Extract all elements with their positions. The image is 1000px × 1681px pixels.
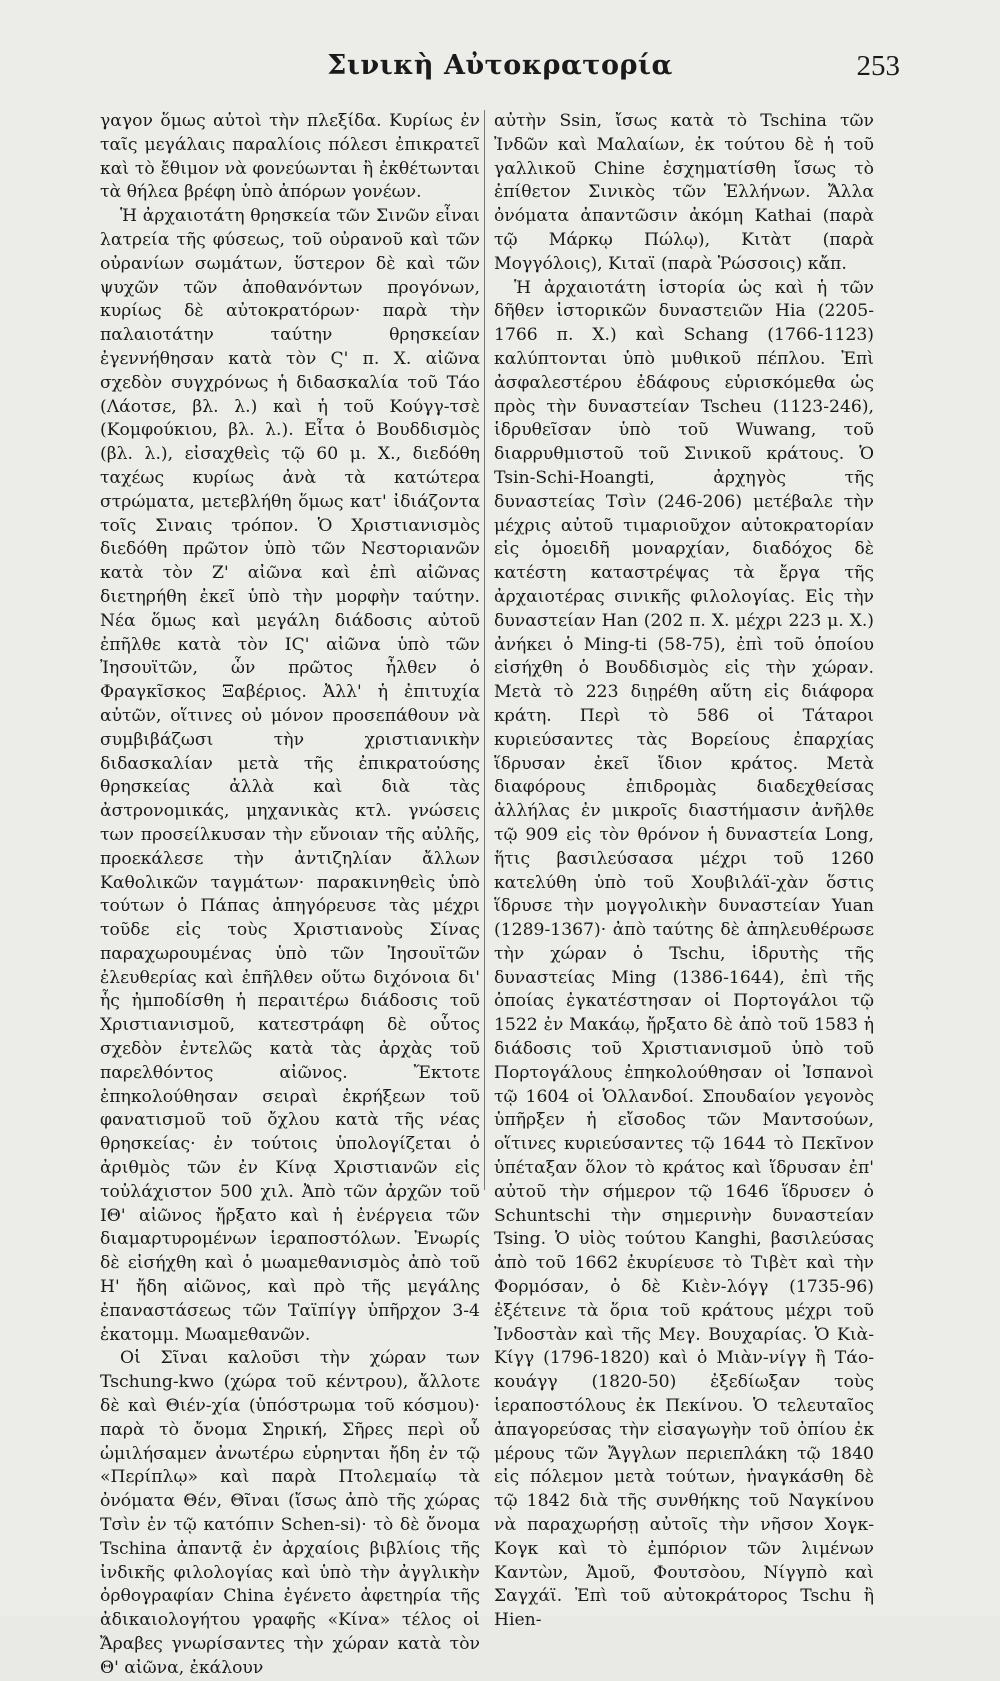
paragraph: Οἱ Σῖναι καλοῦσι τὴν χώραν των Tschung-kwo (χώρα τοῦ κέντρου), ἄλλοτε δὲ καὶ Θιέν-χία (ὑπόστρωμα τοῦ κόσμου)· παρὰ τὸ ὄνομα Σηρική, Σῆρες περὶ οὗ ὡμιλήσαμεν ἀνωτέρω εὑρηνται ἤδη ἐν τῷ «Περίπλῳ» καὶ παρὰ Πτολεμαίῳ τὰ ὀνόματα Θέν, Θῖναι (ἴσως ἀπὸ τῆς χώρας Τσὶν ἐν τῷ κατόπιν Schen-si)· τὸ δὲ ὄνομα Tschina ἀπαντᾷ ἐν ἀρχαίοις βιβλίοις τῆς ἰνδικῆς φιλολογίας καὶ ὑπὸ τὴν ἀγγλικὴν ὀρθογραφίαν China ἐγένετο ἀφετηρία τῆς ἀδικαιολογήτου γραφῆς «Κίνα» τέλος οἱ Ἄραβες γνωρίσαντες τὴν χώραν κατὰ τὸν Θ' αἰῶνα, ἐκάλουν [100, 1348, 480, 1678]
paragraph: Ἡ ἀρχαιοτάτη θρησκεία τῶν Σινῶν εἶναι λατρεία τῆς φύσεως, τοῦ οὐρανοῦ καὶ τῶν οὐρανίων σωμάτων, ὕστερον δὲ καὶ τῶν ψυχῶν τῶν ἀποθανόντων προγόνων, κυρίως δὲ αὐτοκρατόρων· παρὰ τὴν παλαιοτάτην ταύτην θρησκείαν ἐγεννήθησαν κατὰ τὸν Ϛ' π. Χ. αἰῶνα σχεδὸν συγχρόνως ἡ διδασκαλία τοῦ Τάο (Λάοτσε, βλ. λ.) καὶ ἡ τοῦ Κούγγ-τσὲ (Κομφούκιου, βλ. λ.). Εἶτα ὁ Βουδδισμὸς (βλ. λ.), εἰσαχθεὶς τῷ 60 μ. Χ., διεδόθη ταχέως κυρίως ἀνὰ τὰ κατώτερα στρώματα, μετεβλήθη ὅμως κατ' ἰδιάζοντα τοῖς Σιναις τρόπον. Ὁ Χριστιανισμὸς διεδόθη πρῶτον ὑπὸ τῶν Νεστοριανῶν κατὰ τὸν Ζ' αἰῶνα καὶ ἐπὶ αἰῶνας διετηρήθη ἐκεῖ ὑπὸ τὴν μορφὴν ταύτην. Νέα ὅμως καὶ μεγάλη διάδοσις αὐτοῦ ἐπῆλθε κατὰ τὸν ΙϚ' αἰῶνα ὑπὸ τῶν Ἰησουϊτῶν, ὧν πρῶτος ἦλθεν ὁ Φραγκῖσκος Ξαβέριος. Ἀλλ' ἡ ἐπιτυχία αὐτῶν, οἵτινες οὐ μόνον προσεπάθουν νὰ συμβιβάζωσι τὴν χριστιανικὴν διδασκαλίαν μετὰ τῆς ἐπικρατούσης θρησκείας ἀλλὰ καὶ διὰ τὰς ἀστρονομικάς, μηχανικὰς κτλ. γνώσεις των προσείλκυσαν τὴν εὔνοιαν τῆς αὐλῆς, προεκάλεσε τὴν ἀντιζηλίαν ἄλλων Καθολικῶν ταγμάτων· παρακινηθεὶς ὑπὸ τούτων ὁ Πάπας ἀπηγόρευσε τὰς μέχρι τοῦδε εἰς τοὺς Χριστιανοὺς Σίνας παραχωρουμένας ὑπὸ τῶν Ἰησουϊτῶν ἐλευθερίας καὶ ἐπῆλθεν οὕτω διχόνοια δι' ἧς ἠμποδίσθη ἡ περαιτέρω διάδοσις τοῦ Χριστιανισμοῦ, κατεστράφη δὲ οὗτος σχεδὸν ἐντελῶς κατὰ τὰς ἀρχὰς τοῦ παρελθόντος αἰῶνος. Ἔκτοτε ἐπηκολούθησαν σειραὶ ἐκρήξεων τοῦ φανατισμοῦ τοῦ ὄχλου κατὰ τῆς νέας θρησκείας· ἐν τούτοις ὑπολογίζεται ὁ ἀριθμὸς τῶν ἐν Κίνᾳ Χριστιανῶν εἰς τοὐλάχιστον 500 χιλ. Ἀπὸ τῶν ἀρχῶν τοῦ ΙΘ' αἰῶνος ἤρξατο καὶ ἡ ἐνέργεια τῶν διαμαρτυρομένων ἱεραποστόλων. Ἐνωρίς δὲ εἰσήχθη καὶ ὁ μωαμεθανισμὸς ἀπὸ τοῦ Η' ἤδη αἰῶνος, καὶ πρὸ τῆς μεγάλης ἐπαναστάσεως τῶν Ταϊπίγγ ὑπῆρχον 3-4 ἑκατομμ. Μωαμεθανῶν. [100, 206, 480, 1345]
right-column [494, 110, 874, 1633]
page-number: 253 [856, 50, 900, 82]
left-column [100, 110, 480, 1681]
column-divider [484, 110, 485, 1190]
paragraph: γαγον ὅμως αὐτοὶ τὴν πλεξίδα. Κυρίως ἐν ταῖς μεγάλαις παραλίοις πόλεσι ἐπικρατεῖ καὶ τὸ ἔθιμον νὰ φονεύωνται ἢ ἐκθέτωνται τὰ θήλεα βρέφη ὑπὸ ἀπόρων γονέων. [100, 111, 480, 203]
running-head: Σινικὴ Αὐτοκρατορία [327, 50, 673, 81]
page-header [100, 44, 900, 94]
paragraph: Ἡ ἀρχαιοτάτη ἱστορία ὡς καὶ ἡ τῶν δῆθεν ἱστορικῶν δυναστειῶν Hia (2205-1766 π. Χ.) καὶ Schang (1766-1123) καλύπτονται ὑπὸ μυθικοῦ πέπλου. Ἐπὶ ἀσφαλεστέρου ἐδάφους εὑρισκόμεθα ὡς πρὸς τὴν δυναστείαν Tscheu (1123-246), ἱδρυθεῖσαν ὑπὸ τοῦ Wuwang, τοῦ διαρρυθμιστοῦ τοῦ Σινικοῦ κράτους. Ὁ Tsin-Schi-Hoangti, ἀρχηγὸς τῆς δυναστείας Τσὶν (246-206) μετέβαλε τὴν μέχρις αὐτοῦ τιμαριοῦχον αὐτοκρατορίαν εἰς ὁμοειδῆ μοναρχίαν, διαδόχος δὲ κατέστη καταστρέψας τὰ ἔργα τῆς ἀρχαιοτέρας σινικῆς φιλολογίας. Εἰς τὴν δυναστείαν Han (202 π. Χ. μέχρι 223 μ. Χ.) ἀνήκει ὁ Ming-ti (58-75), ἐπὶ τοῦ ὁποίου εἰσήχθη ὁ Βουδδισμὸς εἰς τὴν χώραν. Μετὰ τὸ 223 διῃρέθη αὕτη εἰς διάφορα κράτη. Περὶ τὸ 586 οἱ Τάταροι κυριεύσαντες τὰς Βορείους ἐπαρχίας ἵδρυσαν ἐκεῖ ἴδιον κράτος. Μετὰ διαφόρους ἐπιδρομὰς διαδεχθείσας ἀλλήλας ἐν μικροῖς διαστήμασιν ἀνῆλθε τῷ 909 εἰς τὸν θρόνον ἡ δυναστεία Long, ἥτις βασιλεύσασα μέχρι τοῦ 1260 κατελύθη ὑπὸ τοῦ Χουβιλάϊ-χὰν ὅστις ἵδρυσε τὴν μογγολικὴν δυναστείαν Yuan (1289-1367)· ἀπὸ ταύτης δὲ ἀπηλευθέρωσε τὴν χώραν ὁ Tschu, ἱδρυτὴς τῆς δυναστείας Ming (1386-1644), ἐπὶ τῆς ὁποίας ἐγκατέστησαν οἱ Πορτογάλοι τῷ 1522 ἐν Μακάῳ, ἤρξατο δὲ ἀπὸ τοῦ 1583 ἡ διάδοσις τοῦ Χριστιανισμοῦ ὑπὸ τοῦ Πορτογάλους ἐπηκολούθησαν οἱ Ἰσπανοὶ τῷ 1604 οἱ Ὁλλανδοί. Σπουδαίον γεγονὸς ὑπῆρξεν ἡ εἴσοδος τῶν Μαντσούων, οἵτινες κυριεύσαντες τῷ 1644 τὸ Πεκῖνον ὑπέταξαν ὅλον τὸ κράτος καὶ ἵδρυσαν ἐπ' αὐτοῦ τὴν σήμερον τῷ 1646 ἵδρυσεν ὁ Schuntschi τὴν σημερινὴν δυναστείαν Tsing. Ὁ υἱὸς τούτου Kanghi, βασιλεύσας ἀπὸ τοῦ 1662 ἐκυρίευσε τὸ Τιβὲτ καὶ τὴν Φορμόσαν, ὁ δὲ Κιὲν-λόγγ (1735-96) ἐξέτεινε τὰ ὅρια τοῦ κράτους μέχρι τοῦ Ἰνδοστὰν καὶ τῆς Μεγ. Βουχαρίας. Ὁ Κιὰ-Κίγγ (1796-1820) καὶ ὁ Μιὰν-νίγγ ἢ Τάο-κουάγγ (1820-50) ἐξεδίωξαν τοὺς ἱεραποστόλους ἐκ Πεκίνου. Ὁ τελευταῖος ἀπαγορεύσας τὴν εἰσαγωγὴν τοῦ ὀπίου ἐκ μέρους τῶν Ἄγγλων περιεπλάκη τῷ 1840 εἰς πόλεμον μετὰ τούτων, ἠναγκάσθη δὲ τῷ 1842 διὰ τῆς συνθήκης τοῦ Ναγκίνου νὰ παραχωρήσῃ αὐτοῖς τὴν νῆσον Χογκ-Κογκ καὶ τὸ ἐμπόριον τῶν λιμένων Καντὼν, Ἀμοῦ, Φουτσὸου, Νίγγπὸ καὶ Σαγχάϊ. Ἐπὶ τοῦ αὐτοκράτορος Tschu ἢ Hien- [494, 277, 874, 1631]
paragraph: αὐτὴν Ssin, ἴσως κατὰ τὸ Tschina τῶν Ἰνδῶν καὶ Μαλαίων, ἐκ τούτου δὲ ἡ τοῦ γαλλικοῦ Chine ἐσχηματίσθη ἴσως τὸ ἐπίθετον Σινικὸς τῶν Ἑλλήνων. Ἄλλα ὀνόματα ἀπαντῶσιν ἀκόμη Kathai (παρὰ τῷ Μάρκῳ Πώλῳ), Κιτὰτ (παρὰ Μογγόλοις), Κιταϊ (παρὰ Ῥώσσοις) κἄπ. [494, 111, 874, 274]
